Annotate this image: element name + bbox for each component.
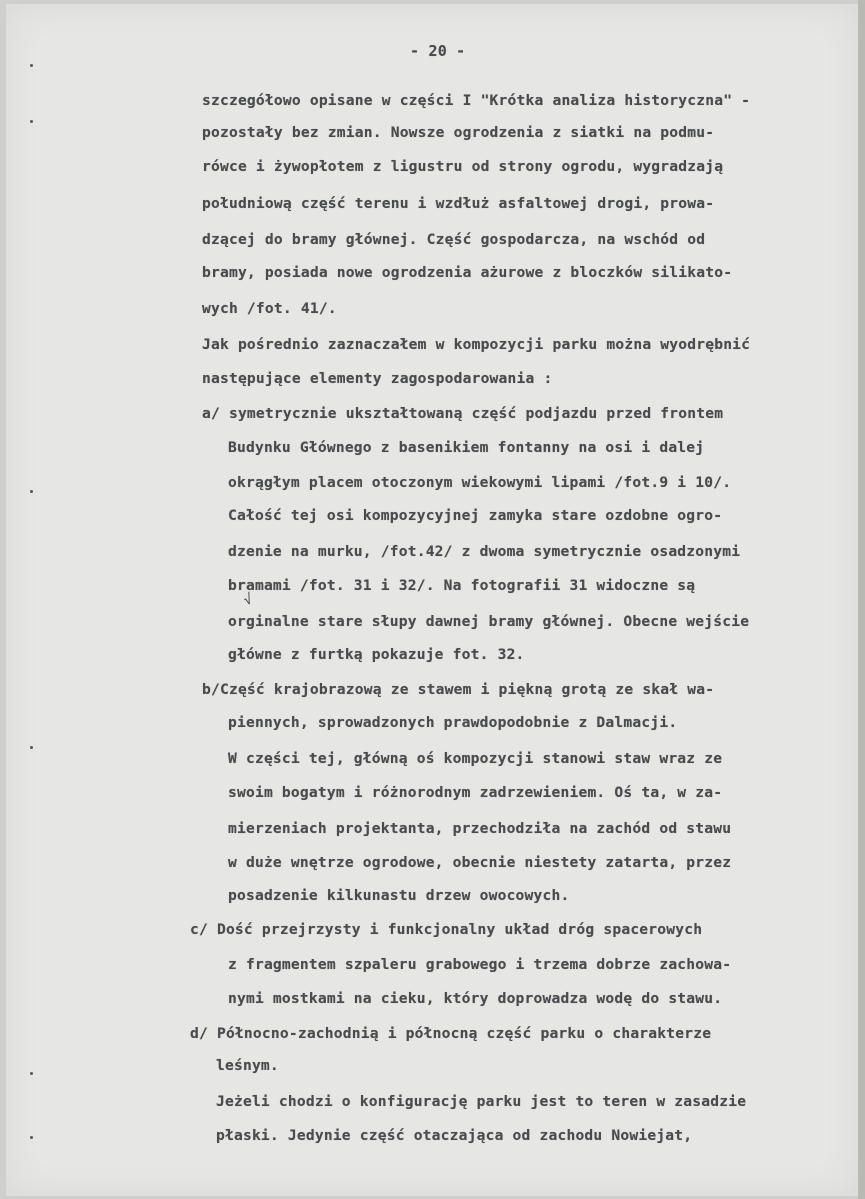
margin-dot [30, 1136, 33, 1139]
list-item-a: a/ symetrycznie ukształtowaną część podjazdu przed frontem [202, 405, 724, 422]
text-line: główne z furtką pokazuje fot. 32. [228, 646, 525, 663]
text-line: z fragmentem szpaleru grabowego i trzema dobrze zachowa- [228, 956, 732, 973]
text-line: Całość tej osi kompozycyjnej zamyka stare ozdobne ogro- [228, 507, 723, 524]
text-line: leśnym. [216, 1057, 279, 1074]
list-item-c: c/ Dość przejrzysty i funkcjonalny układ dróg spacerowych [190, 921, 703, 938]
text-line: bramy, posiada nowe ogrodzenia ażurowe z bloczków silikato- [202, 264, 733, 281]
text-line: orginalne stare słupy dawnej bramy głównej. Obecne wejście [228, 613, 750, 630]
text-line: dzącej do bramy głównej. Część gospodarcza, na wschód od [202, 231, 706, 248]
page-number: - 20 - [410, 42, 466, 60]
margin-dot [30, 1072, 33, 1075]
text-line: posadzenie kilkunastu drzew owocowych. [228, 887, 570, 904]
text-line: następujące elementy zagospodarowania : [202, 370, 553, 387]
text-line: południową część terenu i wzdłuż asfaltowej drogi, prowa- [202, 195, 715, 212]
text-line: rówce i żywopłotem z ligustru od strony ogrodu, wygradzają [202, 158, 724, 175]
text-line: wych /fot. 41/. [202, 300, 337, 317]
text-line: swoim bogatym i różnorodnym zadrzewieniem. Oś ta, w za- [228, 784, 723, 801]
text-line: okrągłym placem otoczonym wiekowymi lipami /fot.9 i 10/. [228, 474, 732, 491]
margin-dot [30, 746, 33, 749]
text-line: Jak pośrednio zaznaczałem w kompozycji parku można wyodrębnić [202, 336, 751, 353]
list-item-b: b/Część krajobrazową ze stawem i piękną grotą ze skał wa- [202, 681, 715, 698]
document-page [6, 4, 858, 1196]
text-line: bramami /fot. 31 i 32/. Na fotografii 31 widoczne są [228, 577, 696, 594]
handwritten-check-mark: √ [241, 591, 255, 609]
text-line: piennych, sprowadzonych prawdopodobnie z Dalmacji. [228, 714, 678, 731]
margin-dot [30, 64, 33, 67]
text-line: W części tej, główną oś kompozycji stanowi staw wraz ze [228, 750, 723, 767]
text-line: pozostały bez zmian. Nowsze ogrodzenia z siatki na podmu- [202, 124, 715, 141]
text-line: płaski. Jedynie część otaczająca od zachodu Nowiejat, [216, 1127, 693, 1144]
margin-dot [30, 120, 33, 123]
text-line: nymi mostkami na cieku, który doprowadza wodę do stawu. [228, 990, 723, 1007]
text-line: szczegółowo opisane w części I "Krótka analiza historyczna" - [202, 92, 751, 109]
text-line: dzenie na murku, /fot.42/ z dwoma symetrycznie osadzonymi [228, 543, 741, 560]
text-line: Jeżeli chodzi o konfigurację parku jest to teren w zasadzie [216, 1093, 747, 1110]
text-line: w duże wnętrze ogrodowe, obecnie niestety zatarta, przez [228, 854, 732, 871]
page-edge-shadow [858, 0, 865, 1199]
margin-dot [30, 490, 33, 493]
list-item-d: d/ Północno-zachodnią i północną część parku o charakterze [190, 1025, 712, 1042]
text-line: mierzeniach projektanta, przechodziła na zachód od stawu [228, 820, 732, 837]
text-line: Budynku Głównego z basenikiem fontanny na osi i dalej [228, 439, 705, 456]
